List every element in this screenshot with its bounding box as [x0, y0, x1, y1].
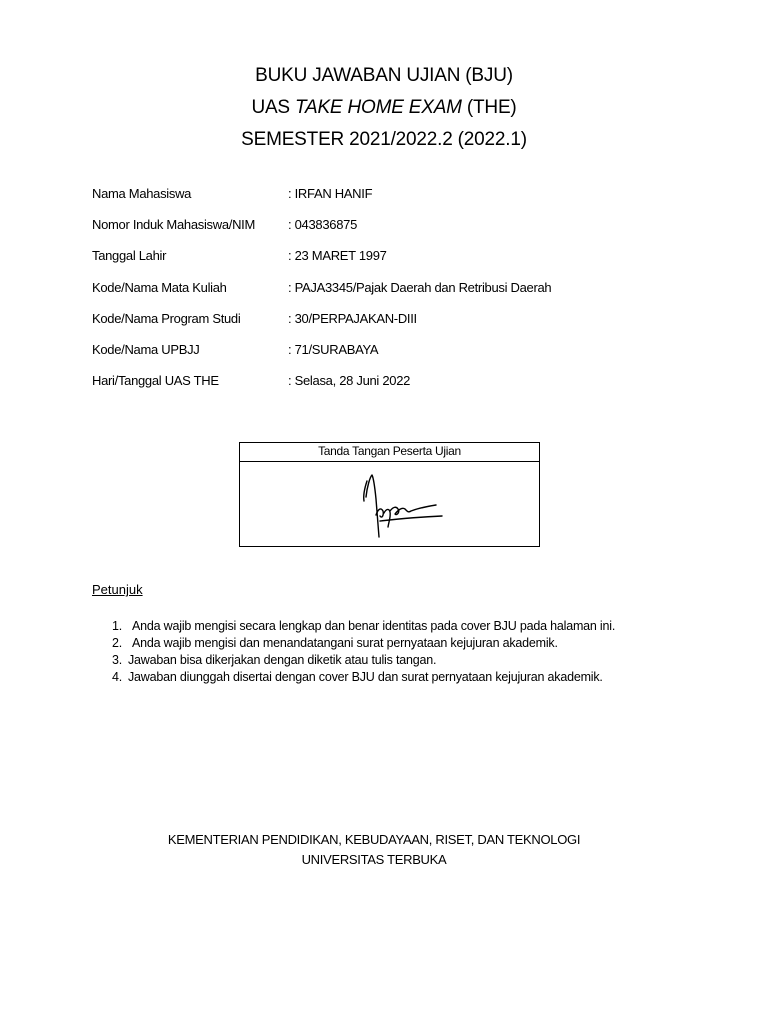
identity-value: : 30/PERPAJAKAN-DIII — [288, 310, 417, 326]
identity-label: Kode/Nama Program Studi — [92, 310, 241, 326]
signature-image — [358, 469, 448, 541]
instructions-title: Petunjuk — [92, 582, 143, 597]
list-item-text: Anda wajib mengisi dan menandatangani surat pernyataan kejujuran akademik. — [132, 636, 558, 650]
list-item-number: 4. — [112, 670, 123, 684]
identity-label: Tanggal Lahir — [92, 248, 167, 264]
identity-row-upbjj — [92, 342, 712, 373]
identity-row-program — [92, 311, 712, 342]
identity-table — [92, 186, 712, 404]
identity-value: : 23 MARET 1997 — [288, 248, 387, 264]
list-item-number: 3. — [112, 653, 123, 667]
document-title — [0, 60, 768, 156]
list-item-number: 1. — [112, 619, 123, 633]
list-item-number: 2. — [112, 636, 123, 650]
list-item-text: Jawaban bisa dikerjakan dengan diketik atau tulis tangan. — [128, 653, 437, 667]
identity-row-course — [92, 280, 712, 311]
identity-value: : PAJA3345/Pajak Daerah dan Retribusi Daerah — [288, 279, 552, 295]
identity-row-nim — [92, 217, 712, 248]
title-line-3: SEMESTER 2021/2022.2 (2022.1) — [241, 129, 527, 150]
identity-label: Nomor Induk Mahasiswa/NIM — [92, 217, 255, 233]
title-line-2-prefix: UAS — [251, 97, 295, 118]
title-line-1: BUKU JAWABAN UJIAN (BJU) — [255, 65, 513, 86]
footer-ministry: KEMENTERIAN PENDIDIKAN, KEBUDAYAAN, RISET, DAN TEKNOLOGI — [167, 832, 581, 847]
identity-value: : Selasa, 28 Juni 2022 — [288, 373, 411, 389]
list-item — [112, 618, 615, 635]
identity-row-exam-date — [92, 373, 712, 404]
list-item-text: Anda wajib mengisi secara lengkap dan benar identitas pada cover BJU pada halaman ini. — [132, 619, 616, 633]
title-line-2-suffix: (THE) — [461, 97, 517, 118]
instructions-list — [112, 618, 615, 686]
title-line-2-italic: TAKE HOME EXAM — [294, 97, 462, 118]
identity-value: : 043836875 — [288, 217, 357, 233]
list-item-text: Jawaban diunggah disertai dengan cover BJU dan surat pernyataan kejujuran akademik. — [128, 670, 603, 684]
list-item — [112, 635, 615, 652]
identity-label: Hari/Tanggal UAS THE — [92, 373, 219, 389]
title-line-2 — [0, 92, 768, 124]
identity-row-birthdate — [92, 248, 712, 279]
signature-box — [239, 442, 540, 547]
identity-label: Nama Mahasiswa — [92, 186, 192, 201]
signature-header: Tanda Tangan Peserta Ujian — [240, 443, 539, 462]
identity-label: Kode/Nama Mata Kuliah — [92, 279, 227, 295]
identity-label: Kode/Nama UPBJJ — [92, 341, 200, 357]
identity-row-name — [92, 186, 712, 217]
identity-value: : 71/SURABAYA — [288, 341, 379, 357]
footer — [0, 830, 748, 870]
footer-university: UNIVERSITAS TERBUKA — [301, 852, 447, 867]
list-item — [112, 669, 615, 686]
identity-value: : IRFAN HANIF — [288, 186, 373, 201]
list-item — [112, 652, 615, 669]
